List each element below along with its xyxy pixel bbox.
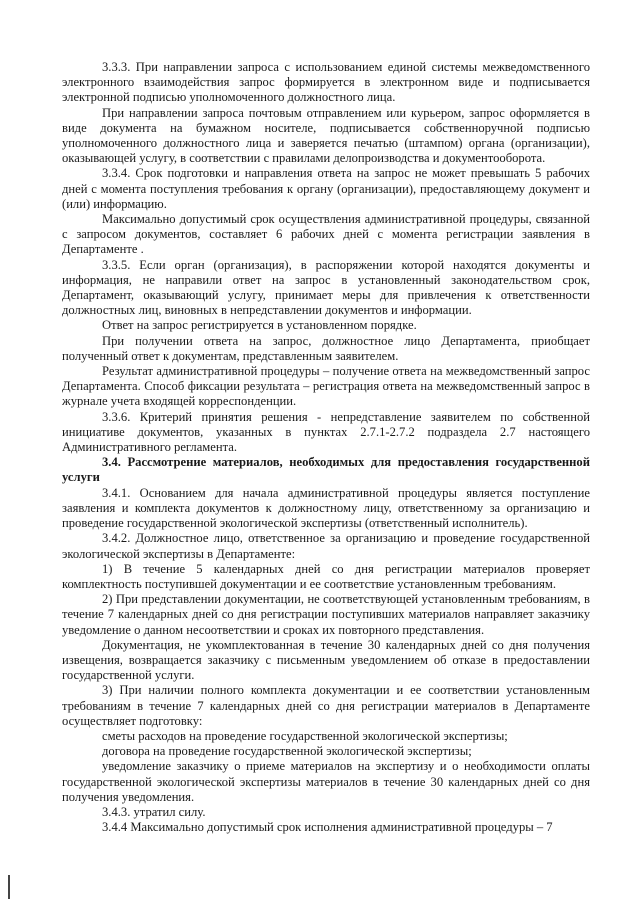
scan-edge-mark [8,875,10,899]
paragraph-3-3-5: 3.3.5. Если орган (организация), в распоряжении которой находятся документы и информация, не направили ответ на запрос в установленный законодательством срок, Департамент, оказывающий услугу, принимает меры для привлечения к ответственности должностных лиц, виновных в непредставлении документов и информации. [62,257,590,318]
section-heading-3-4: 3.4. Рассмотрение материалов, необходимых для предоставления государственной услуги [62,455,590,485]
paragraph-3-4-1: 3.4.1. Основанием для начала административной процедуры является поступление заявления и комплекта документов к должностному лицу, ответственному за организацию и проведение государственной экологической экспертизы (ответственный исполнитель). [62,485,590,531]
sub-item-estimate: сметы расходов на проведение государственной экологической экспертизы; [102,728,508,743]
paragraph-response-attach: При получении ответа на запрос, должностное лицо Департамента, приобщает полученный ответ к документам, представленным заявителем. [62,333,590,363]
paragraph-postal-request: При направлении запроса почтовым отправлением или курьером, запрос оформляется в виде документа на бумажном носителе, подписывается собственноручной подписью уполномоченного должностного лица и заверяется печатью (штампом) органа (организации), оказывающей услугу, в соответствии с правилами делопроизводства и документооборота. [62,105,590,166]
paragraph-3-4-4: 3.4.4 Максимально допустимый срок исполнения административной процедуры – 7 [102,820,553,835]
paragraph-procedure-result: Результат административной процедуры – получение ответа на межведомственный запрос Департамента. Способ фиксации результата – регистрация ответа на межведомственный запрос в журнале учета входящей корреспонденции. [62,364,590,409]
list-item-1: 1) В течение 5 календарных дней со дня регистрации материалов проверяет комплектность поступившей документации и ее соответствие установленным требованиям. [62,561,590,591]
sub-item-contract: договора на проведение государственной экологической экспертизы; [102,744,472,759]
paragraph-3-3-3: 3.3.3. При направлении запроса с использованием единой системы межведомственного электронного взаимодействия запрос формируется в электронном виде и подписывается электронной подписью уполномоченного должностного лица. [62,60,590,105]
paragraph-max-term-request: Максимально допустимый срок осуществления административной процедуры, связанной с запросом документов, составляет 6 рабочих дней с момента регистрации заявления в Департаменте . [62,212,590,257]
paragraph-3-3-6: 3.3.6. Критерий принятия решения - непредставление заявителем по собственной инициативе документов, указанных в пунктах 2.7.1-2.7.2 подраздела 2.7 настоящего Административного регламента. [62,409,590,455]
paragraph-response-registration: Ответ на запрос регистрируется в установленном порядке. [102,318,417,333]
paragraph-incomplete-docs: Документация, не укомплектованная в течение 30 календарных дней со дня получения извещения, возвращается заказчику с письменным уведомлением об отказе в предоставлении государственной услуги. [62,637,590,683]
paragraph-3-4-2: 3.4.2. Должностное лицо, ответственное за организацию и проведение государственной экологической экспертизы в Департаменте: [62,531,590,561]
list-item-3: 3) При наличии полного комплекта документации и ее соответствии установленным требованиям в течение 7 календарных дней со дня регистрации материалов в Департаменте осуществляет подготовку: [62,683,590,728]
paragraph-3-3-4: 3.3.4. Срок подготовки и направления ответа на запрос не может превышать 5 рабочих дней с момента поступления требования к органу (организации), предоставляющему документ и (или) информацию. [62,166,590,211]
list-item-2: 2) При представлении документации, не соответствующей установленным требованиям, в течение 7 календарных дней со дня регистрации поступивших материалов направляет заказчику уведомление о данном несоответствии и сроках их повторного представления. [62,592,590,637]
paragraph-3-4-3: 3.4.3. утратил силу. [102,804,206,819]
sub-item-notification: уведомление заказчику о приеме материалов на экспертизу и о необходимости оплаты государственной экологической экспертизы материалов в течение 30 календарных дней со дня получения уведомления. [62,759,590,804]
